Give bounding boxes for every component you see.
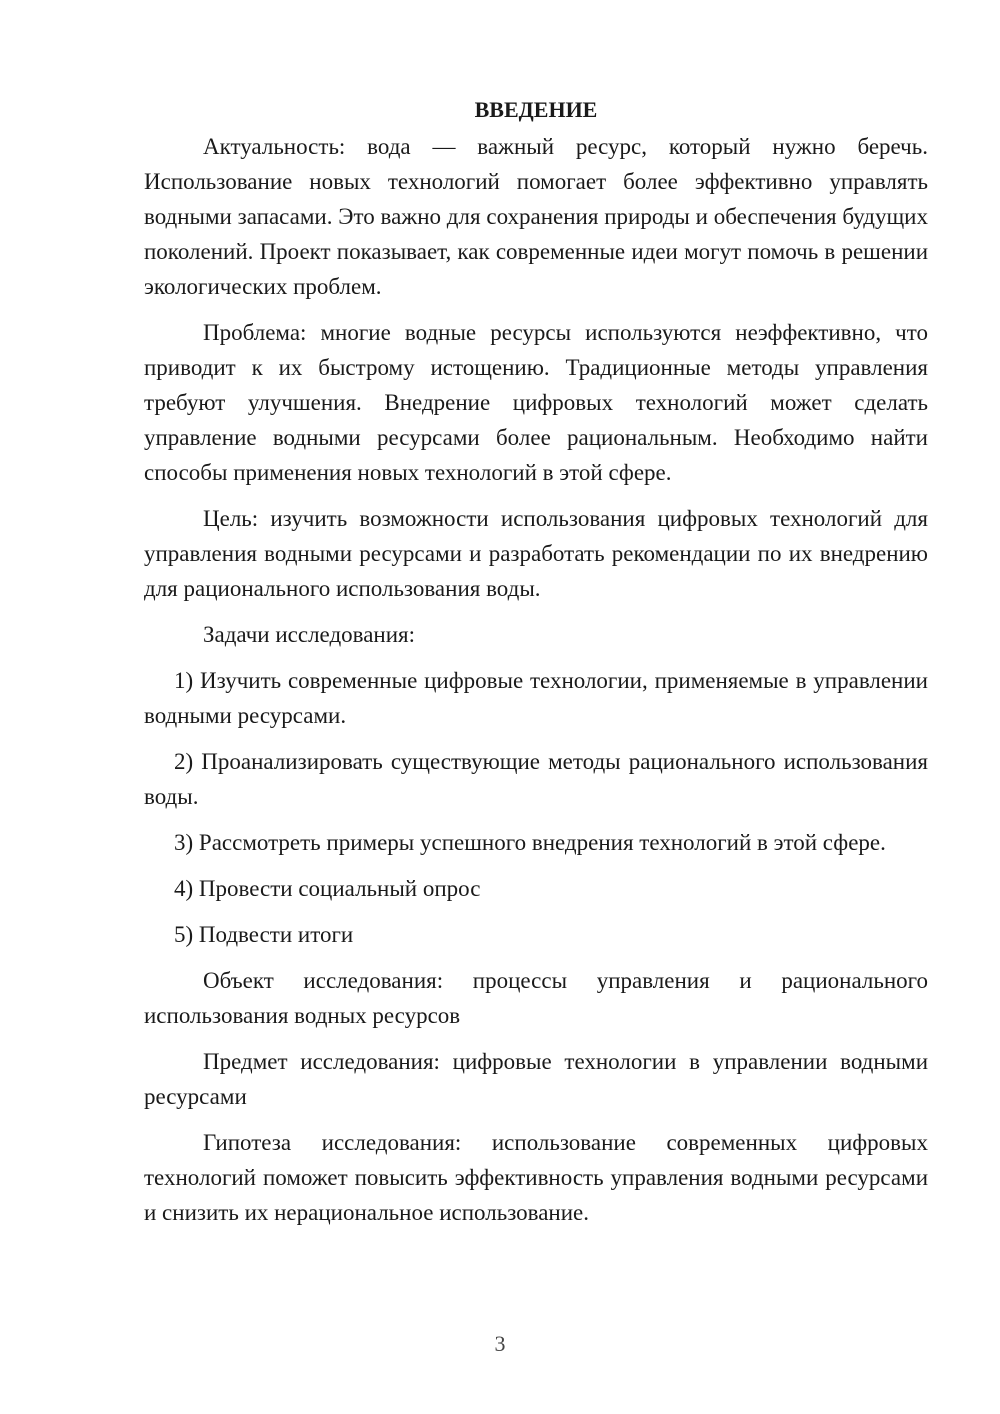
task-item-4: 4) Провести социальный опрос bbox=[174, 876, 481, 901]
paragraph-subject: Предмет исследования: цифровые технологии в управлении водными ресурсами bbox=[144, 1049, 928, 1109]
page-number: 3 bbox=[494, 1331, 506, 1356]
paragraph-relevance: Актуальность: вода — важный ресурс, который нужно беречь. Использование новых технологий помогает более эффективно управлять водными запасами. Это важно для сохранения природы и обеспечения будущих поколений. Проект показывает, как современные идеи могут помочь в решении экологических проблем. bbox=[144, 134, 928, 299]
task-item-3: 3) Рассмотреть примеры успешного внедрения технологий в этой сфере. bbox=[174, 830, 886, 855]
paragraph-hypothesis: Гипотеза исследования: использование современных цифровых технологий поможет повысить эффективность управления водными ресурсами и снизить их нерациональное использование. bbox=[144, 1130, 928, 1225]
task-item-2: 2) Проанализировать существующие методы рационального использования воды. bbox=[144, 749, 928, 809]
paragraph-problem: Проблема: многие водные ресурсы используются неэффективно, что приводит к их быстрому истощению. Традиционные методы управления требуют улучшения. Внедрение цифровых технологий может сделать управление водными ресурсами более рациональным. Необходимо найти способы применения новых технологий в этой сфере. bbox=[144, 320, 928, 485]
page-title: ВВЕДЕНИЕ bbox=[474, 97, 598, 122]
tasks-heading: Задачи исследования: bbox=[203, 622, 416, 647]
paragraph-object: Объект исследования: процессы управления и рационального использования водных ресурсов bbox=[144, 968, 928, 1028]
paragraph-goal: Цель: изучить возможности использования цифровых технологий для управления водными ресурсами и разработать рекомендации по их внедрению для рационального использования воды. bbox=[144, 506, 928, 601]
task-item-5: 5) Подвести итоги bbox=[174, 922, 354, 947]
task-item-1: 1) Изучить современные цифровые технологии, применяемые в управлении водными ресурсами. bbox=[144, 668, 928, 728]
page-content bbox=[144, 92, 928, 1230]
